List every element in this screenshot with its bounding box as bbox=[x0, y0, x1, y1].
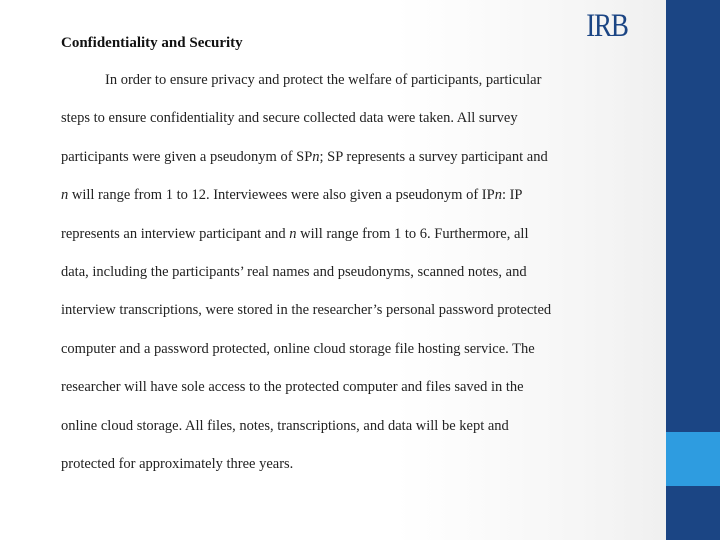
paragraph-line: represents an interview participant and n will range from 1 to 6. Furthermore, all bbox=[61, 225, 529, 242]
sidebar-accent-block bbox=[666, 432, 720, 486]
paragraph-line: protected for approximately three years. bbox=[61, 455, 294, 472]
paragraph-line: n will range from 1 to 12. Interviewees were also given a pseudonym of IPn: IP bbox=[61, 187, 523, 204]
paragraph-line: In order to ensure privacy and protect the welfare of participants, particular bbox=[105, 72, 542, 88]
paragraph-line: interview transcriptions, were stored in the researcher’s personal password protected bbox=[61, 302, 552, 319]
paragraph-line: data, including the participants’ real names and pseudonyms, scanned notes, and bbox=[61, 263, 527, 280]
paragraph-line: computer and a password protected, online cloud storage file hosting service. The bbox=[61, 340, 535, 357]
paragraph-line: researcher will have sole access to the protected computer and files saved in the bbox=[61, 379, 524, 396]
body-paragraph bbox=[61, 68, 621, 490]
paragraph-line: participants were given a pseudonym of SPn; SP represents a survey participant and bbox=[61, 148, 548, 165]
irb-logo: IRB bbox=[586, 8, 628, 44]
paragraph-line: online cloud storage. All files, notes, transcriptions, and data will be kept and bbox=[61, 417, 509, 434]
slide-heading: Confidentiality and Security bbox=[61, 35, 243, 51]
paragraph-line: steps to ensure confidentiality and secure collected data were taken. All survey bbox=[61, 110, 518, 127]
